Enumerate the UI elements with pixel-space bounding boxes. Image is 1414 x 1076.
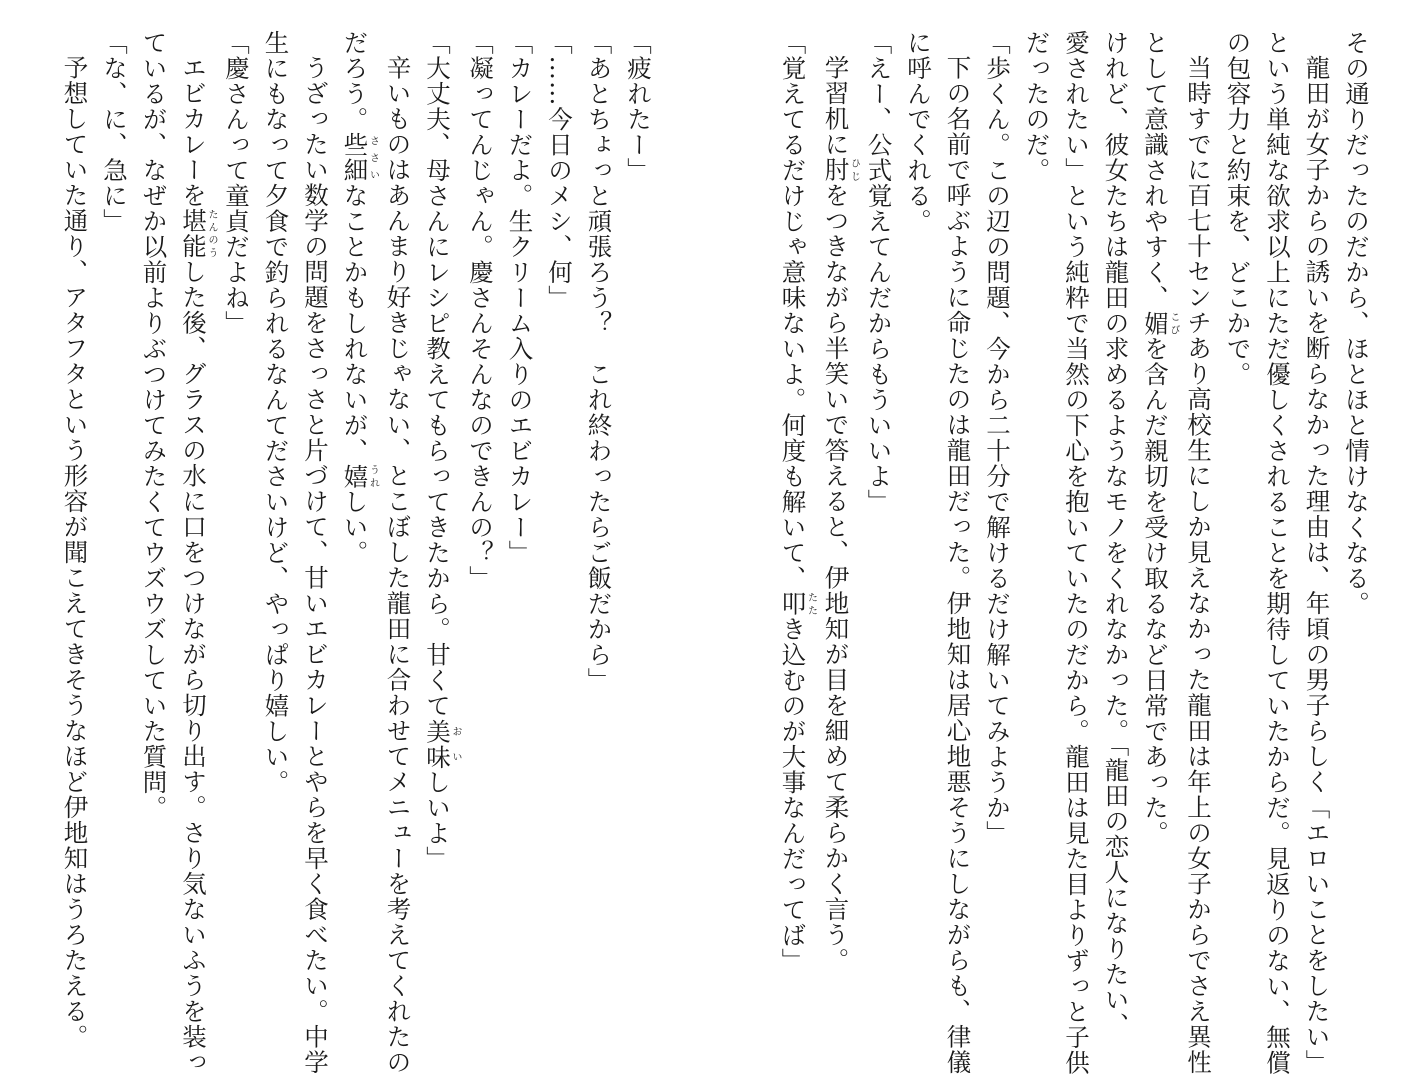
text-segment: き込むのが大事なんだってば」 xyxy=(778,616,808,974)
ruby-word xyxy=(778,591,817,617)
text-segment: エビカレーを xyxy=(179,54,208,208)
text-line xyxy=(418,30,461,970)
text-segment: 「大丈夫、母さんにレシピ教えてもらってきたから。甘くて xyxy=(423,30,452,719)
text-segment: 「慶さんって童貞だよね」 xyxy=(222,30,251,336)
ruby-reading: おい xyxy=(450,718,461,770)
text-line xyxy=(1057,30,1097,1076)
ruby-reading: たんのう xyxy=(206,207,217,259)
text-line xyxy=(174,30,217,1075)
ruby-reading: ひじ xyxy=(848,156,860,182)
text-line xyxy=(1136,30,1179,970)
text-segment: として意識されやすく、 xyxy=(1141,30,1170,311)
text-line xyxy=(55,30,95,1049)
left-page-text xyxy=(55,30,658,1075)
text-line xyxy=(95,30,135,970)
text-segment: 「カレーだよ。生クリーム入りのエビカレー」 xyxy=(505,30,535,566)
ruby-word xyxy=(340,132,379,183)
ruby-base: 些細 xyxy=(340,132,370,183)
text-line xyxy=(579,30,619,970)
right-page-text xyxy=(773,30,1376,1076)
text-segment: だろう。 xyxy=(340,30,370,132)
text-line xyxy=(1258,30,1298,1076)
text-segment: 愛されたい」という純粋で当然の下心を抱いていたのだから。龍田は見た目よりずっと子供 xyxy=(1062,30,1091,1076)
ruby-word xyxy=(423,718,461,770)
text-segment: 「……今日のメシ、何」 xyxy=(545,30,574,311)
text-line xyxy=(938,30,978,1075)
text-segment: 「覚えてるだけじゃ意味ないよ。何度も解いて、 xyxy=(778,30,808,591)
text-line xyxy=(335,30,378,970)
text-line xyxy=(619,30,659,970)
ruby-word xyxy=(179,207,217,259)
ruby-word xyxy=(1141,310,1179,337)
text-line xyxy=(978,30,1018,970)
ruby-base: 叩 xyxy=(778,591,808,617)
text-line xyxy=(1297,30,1337,1075)
ruby-base: 堪能 xyxy=(179,207,208,259)
text-segment: なことかもしれないが、 xyxy=(340,183,370,464)
text-segment: 当時すでに百七十センチあり高校生にしか見えなかった龍田は年上の女子からでさえ異性 xyxy=(1184,54,1213,1075)
text-line xyxy=(296,30,336,1075)
text-line xyxy=(899,30,939,970)
ruby-base: 嬉 xyxy=(340,463,370,489)
text-line xyxy=(1218,30,1258,970)
text-line xyxy=(1017,30,1057,970)
text-segment: 「凝ってんじゃん。慶さんそんなのできんの？」 xyxy=(466,30,495,591)
ruby-reading: ささい xyxy=(367,132,379,183)
text-segment: に呼んでくれる。 xyxy=(904,30,933,234)
text-line xyxy=(773,30,817,974)
text-line xyxy=(461,30,501,970)
ruby-base: 肘 xyxy=(821,156,851,182)
text-segment: 学習机に xyxy=(821,54,851,157)
text-line xyxy=(816,30,860,973)
text-segment: うざったい数学の問題をさっさと片づけて、甘いエビカレーとやらを早く食べたい。中学 xyxy=(301,54,330,1075)
text-segment: を含んだ親切を受け取るなど日常であった。 xyxy=(1141,336,1170,846)
text-segment: 「あとちょっと頑張ろう？ これ終わったらご飯だから」 xyxy=(584,30,614,693)
text-segment: 龍田が女子からの誘いを断らなかった理由は、年頃の男子らしく「エロいことをしたい」 xyxy=(1302,54,1332,1075)
text-line xyxy=(1337,30,1377,970)
text-segment: しいよ」 xyxy=(423,769,452,872)
ruby-base: 媚 xyxy=(1141,310,1170,336)
text-line xyxy=(256,30,296,970)
ruby-word xyxy=(340,463,379,490)
ruby-reading: たた xyxy=(805,591,817,617)
text-line xyxy=(500,30,540,970)
ruby-base: 美味 xyxy=(423,718,452,770)
text-segment: ているが、なぜか以前よりぶつけてみたくてウズウズしていた質問。 xyxy=(139,30,169,821)
text-segment: 「えー、公式覚えてんだからもういいよ」 xyxy=(864,30,894,515)
text-line xyxy=(540,30,580,970)
text-segment: 「疲れたー」 xyxy=(624,30,653,183)
text-segment: 「歩くん。この辺の問題、今から二十分で解けるだけ解いてみようか」 xyxy=(983,30,1012,846)
ruby-reading: こび xyxy=(1168,310,1179,336)
ruby-reading: うれ xyxy=(367,463,379,489)
text-segment: という単純な欲求以上にただ優しくされることを期待していたからだ。見返りのない、無償 xyxy=(1263,30,1292,1076)
text-line xyxy=(217,30,257,970)
text-line xyxy=(1179,30,1219,1075)
text-segment: その通りだったのだから、ほとほと情けなくなる。 xyxy=(1342,30,1371,617)
text-segment: だったのだ。 xyxy=(1022,30,1052,183)
text-line xyxy=(378,30,418,1075)
text-segment: した後、グラスの水に口をつけながら切り出す。さり気ないふうを装っ xyxy=(179,258,208,1075)
text-segment: しい。 xyxy=(340,489,370,566)
text-line xyxy=(1096,30,1136,1038)
text-line xyxy=(859,30,899,970)
text-segment: の包容力と約束を、どこかで。 xyxy=(1223,30,1253,387)
text-line xyxy=(134,30,174,970)
text-segment: 「な、に、急に」 xyxy=(100,30,129,234)
text-segment: 予想していた通り、アタフタという形容が聞こえてきそうなほど伊地知はうろたえる。 xyxy=(60,54,90,1049)
text-segment: をつきながら半笑いで答えると、伊地知が目を細めて柔らかく言う。 xyxy=(821,182,851,973)
text-segment: けれど、彼女たちは龍田の求めるようなモノをくれなかった。「龍田の恋人になりたい、 xyxy=(1101,30,1131,1038)
ruby-word xyxy=(821,156,860,183)
text-segment: 生にもなって夕食で釣られるなんてださいけど、やっぱり嬉しい。 xyxy=(261,30,291,795)
text-segment: 辛いものはあんまり好きじゃない、とこぼした龍田に合わせてメニューを考えてくれたの xyxy=(383,54,413,1075)
text-segment: 下の名前で呼ぶように命じたのは龍田だった。伊地知は居心地悪そうにしながらも、律儀 xyxy=(943,54,973,1075)
